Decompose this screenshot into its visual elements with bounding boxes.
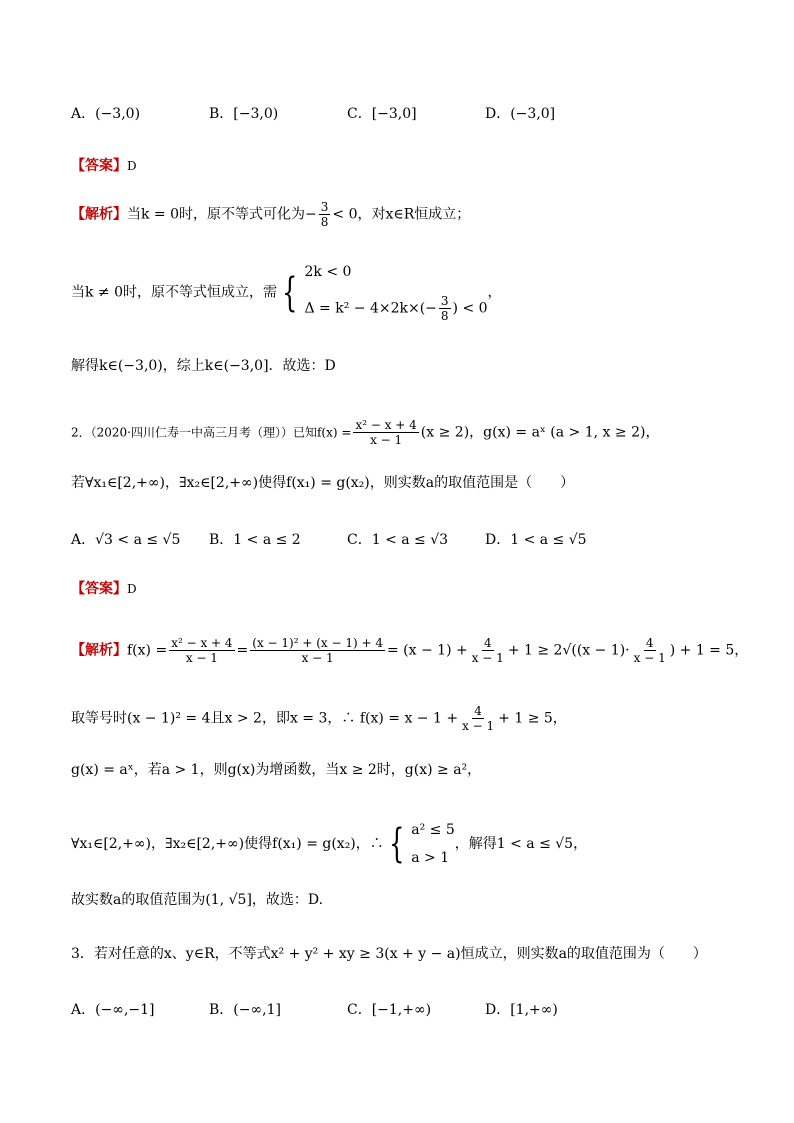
system-eq-1: 2k < 0 [304,264,352,280]
q2-answer [71,579,137,599]
q2-options [71,530,587,550]
text: 当k ≠ 0时，原不等式恒成立，需 [71,284,278,301]
equation-system [277,262,488,323]
answer-tag: 【答案】 [71,158,127,174]
q2-analysis-line3: g(x) = aˣ，若a > 1，则g(x)为增函数，当x ≥ 2时，g(x) ≥ a²， [71,762,482,778]
q2-option-d: D．1 < a ≤ √5 [485,532,587,548]
q1-analysis-line3: 解得k∈(−3,0)，综上k∈(−3,0]．故选：D [71,358,336,374]
text: ， [487,284,502,301]
q2-option-c: C．1 < a ≤ √3 [347,532,449,548]
q3-option-a: A．(−∞,−1] [71,1002,155,1018]
brace-icon: { [388,821,405,867]
q3-option-c: C．[−1,+∞) [347,1002,432,1018]
q2-analysis-line5: 故实数a的取值范围为(1, √5]，故选：D. [71,892,324,908]
text: 当k = 0时，原不等式可化为− [127,206,317,223]
denominator: 8 [320,215,329,229]
q3-stem: 3．若对任意的x、y∈R，不等式x² + y² + xy ≥ 3(x + y − a)恒成立，则实数a的取值范围为（ ） [71,946,707,962]
text: (x ≥ 2)，g(x) = aˣ (a > 1, x ≥ 2)， [420,424,660,441]
q3-option-d: D．[1,+∞) [485,1002,558,1018]
fraction: $\frac{\text{x² − x + 4}}{x - 1}$ [355,418,417,447]
answer-tag: 【答案】 [71,581,127,597]
q1-option-c: C．[−3,0] [347,106,417,122]
q2-stem-line2: 若∀x₁∈[2,+∞)，∃x₂∈[2,+∞)使得f(x₁) = g(x₂)，则实数a的取值范围是（ ） [71,475,575,491]
analysis-tag: 【解析】 [71,206,127,223]
q1-option-d: D．(−3,0] [485,106,556,122]
q2-stem-line1 [71,418,659,447]
q2-option-b: B．1 < a ≤ 2 [209,532,301,548]
system-eq-2: Δ = k² − 4×2k×(− $\frac{3}{8}$ ) < 0 [304,294,488,323]
q2-analysis-line2: 取等号时(x − 1)² = 4且x > 2，即x = 3，∴ f(x) = x − 1 + $\frac{4}{x - 1}$ + 1 ≥ 5， [71,704,567,733]
q1-analysis-line1 [71,200,470,229]
q1-analysis-line2 [71,262,502,323]
system-eq-1: a² ≤ 5 [411,822,455,838]
q3-option-b: B．(−∞,1] [209,1002,281,1018]
analysis-tag: 【解析】 [71,642,127,659]
brace-icon: { [282,269,298,316]
q1-answer [71,156,137,176]
answer-value: D [127,159,137,173]
q2-analysis-line4: ∀x₁∈[2,+∞)，∃x₂∈[2,+∞)使得f(x₁) = g(x₂)，∴ { a² ≤ 5 a > 1 ，解得1 < a ≤ √5， [71,821,588,867]
answer-value: D [127,582,137,596]
q2-option-a: A．√3 < a ≤ √5 [71,532,181,548]
system-eq-2: a > 1 [411,850,450,866]
q2-analysis-line1: 【解析】f(x) = $\frac{\text{x² − x + 4}}{x - 1}$ = $\frac{\text{(x − 1)² + (x − 1) + 4}}{x - 1}$ = (x − 1) + $\frac{4}{x - 1}$ + 1 ≥ 2√((x − 1)· $\frac{4}{x - 1}$ ) + 1 = 5， [71,636,749,665]
q1-option-b: B．[−3,0) [209,106,279,122]
q1-option-a: A．(−3,0) [71,106,141,122]
numerator: 3 [320,200,329,214]
text: < 0，对x∈R恒成立； [332,206,471,223]
text: 2．（2020·四川仁寿一中高三月考（理））已知f(x) = [71,425,352,440]
fraction [319,200,331,229]
q1-options [71,104,555,124]
equation-system [384,820,455,868]
q3-options [71,1000,558,1020]
